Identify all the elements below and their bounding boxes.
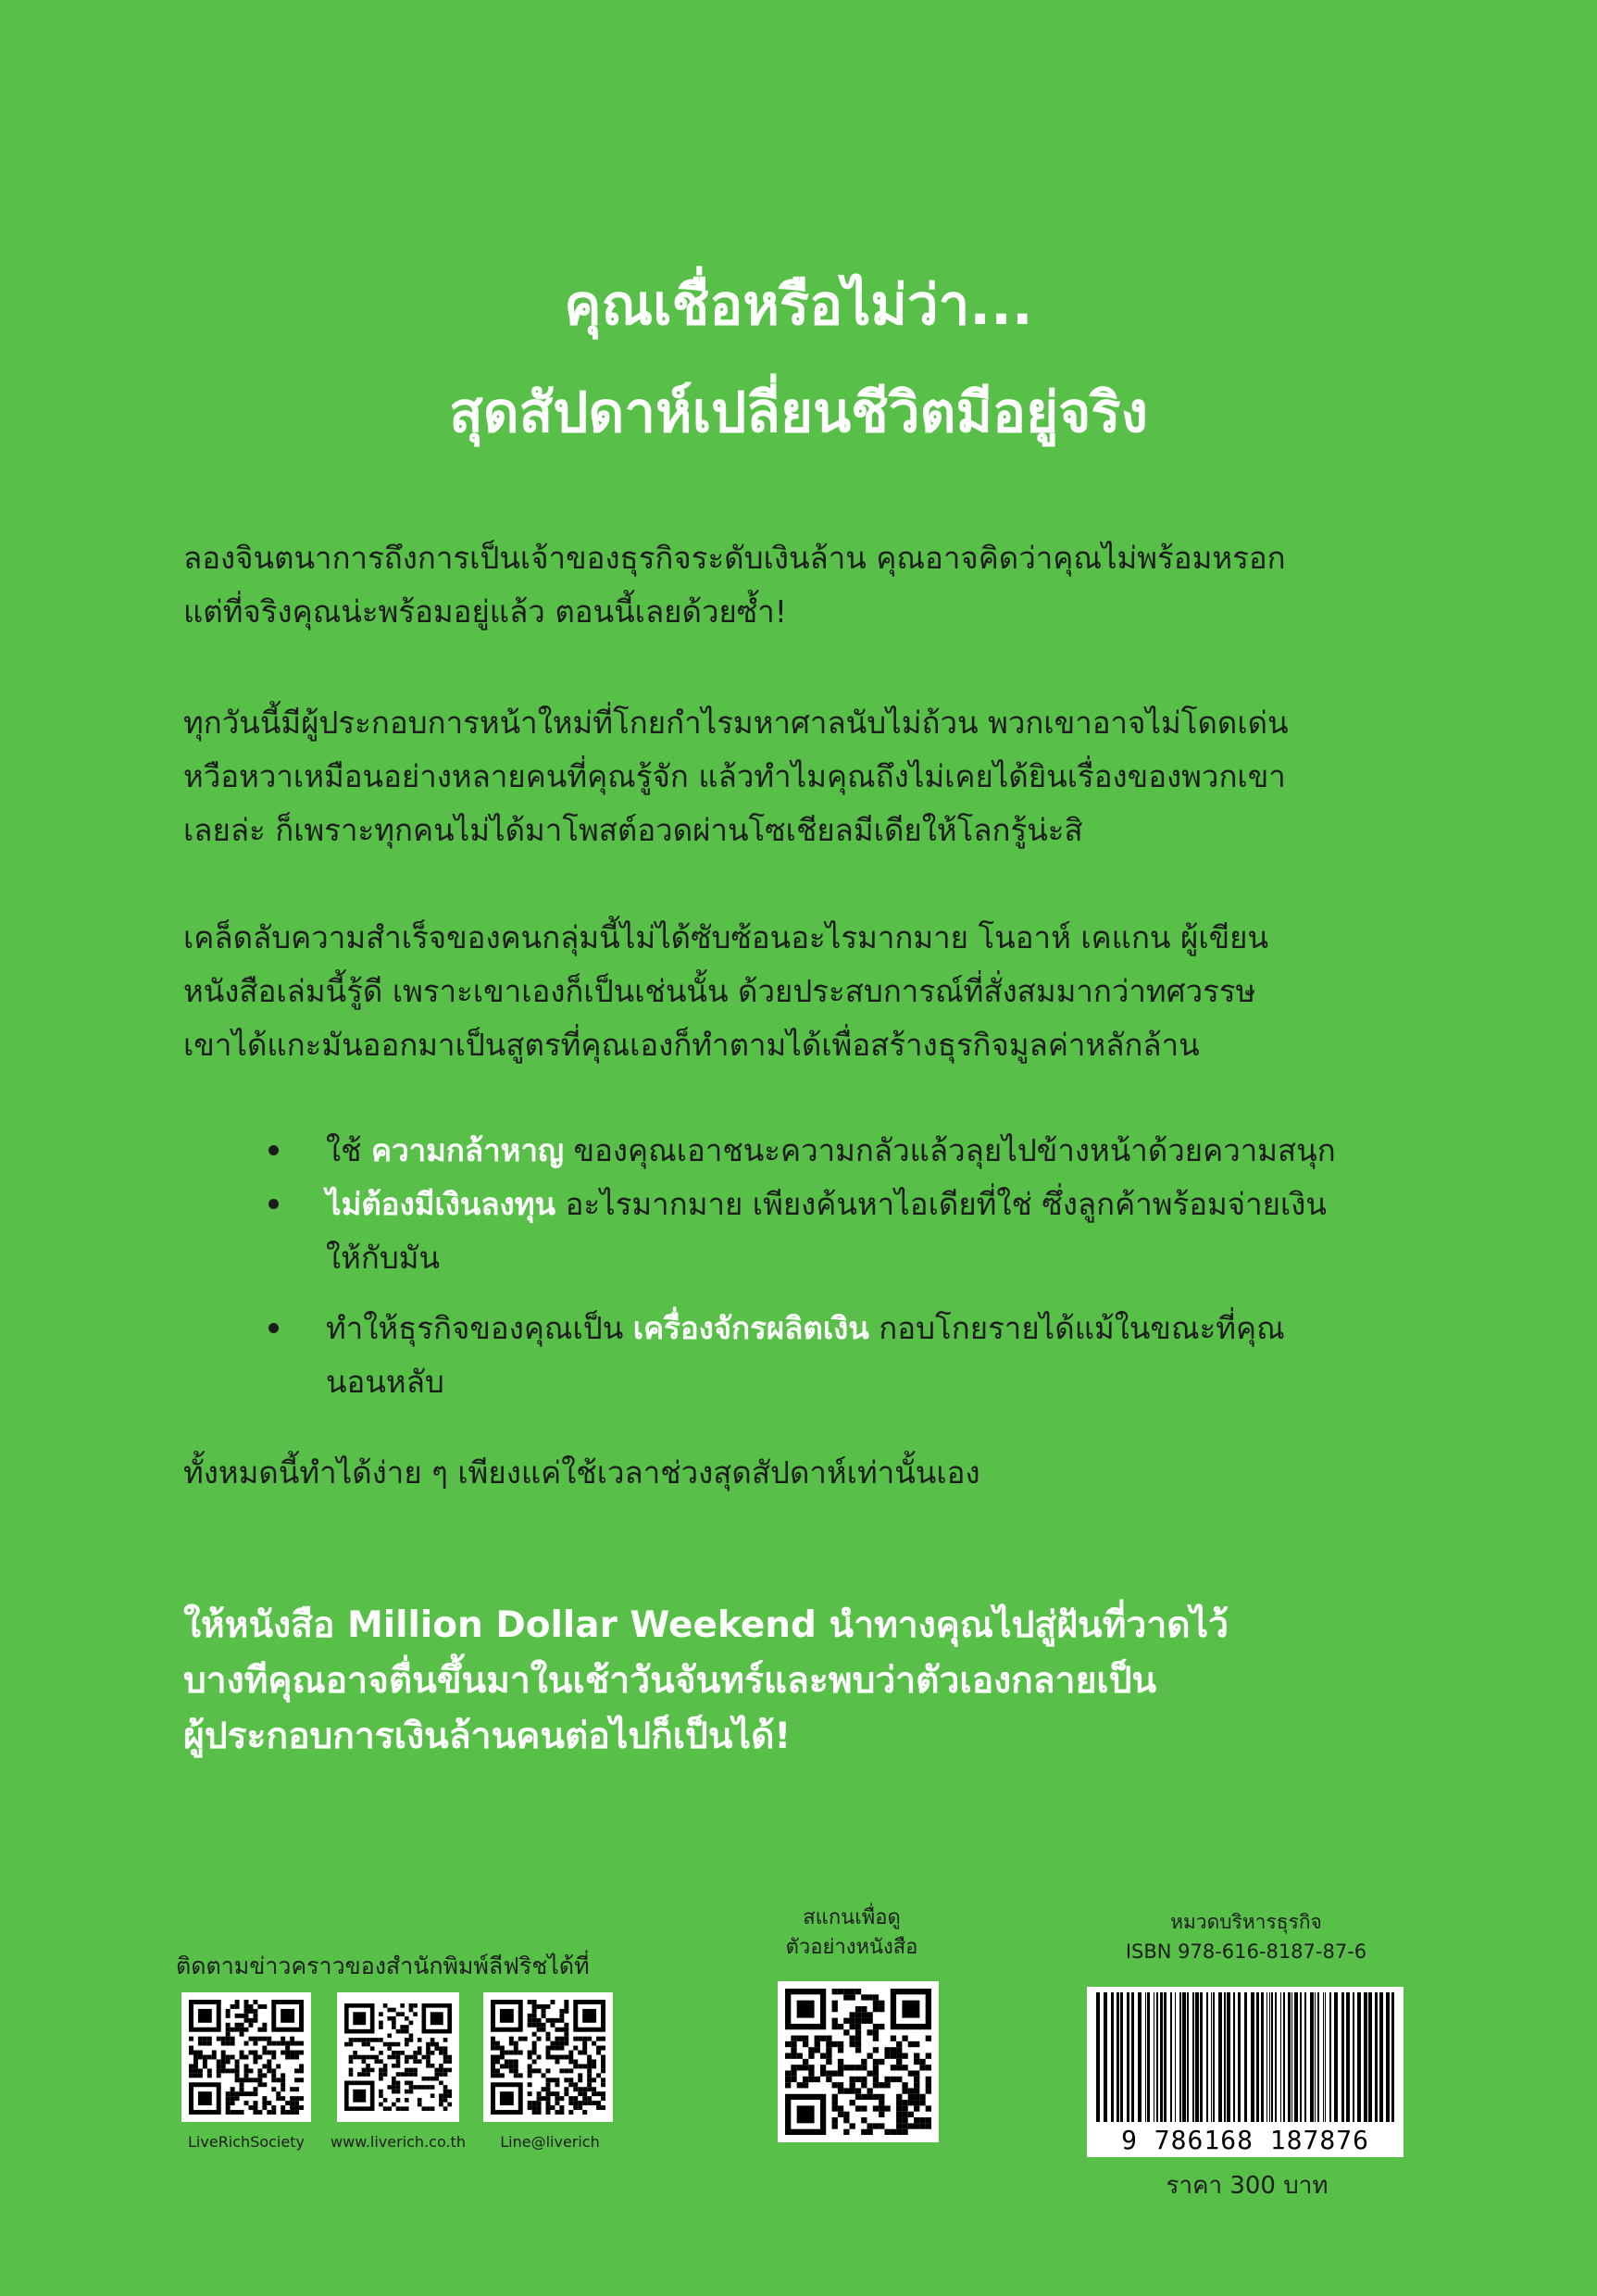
paragraph-weekend xyxy=(183,1446,1415,1500)
bullet-text: กอบโกยรายได้แม้ในขณะที่คุณ xyxy=(868,1310,1285,1346)
bullet-dot-icon xyxy=(268,1199,279,1209)
book-category: หมวดบริหารธุรกิจ xyxy=(1170,1911,1322,1933)
qr-caption-facebook: LiveRichSociety xyxy=(188,2133,305,2151)
bullet-text: ให้กับมัน xyxy=(326,1240,441,1276)
headline xyxy=(0,252,1597,467)
qr-caption-line: Line@liverich xyxy=(500,2133,600,2151)
barcode-icon xyxy=(1087,1987,1404,2126)
closing-statement xyxy=(183,1598,1424,1765)
closing-line: บางทีคุณอาจตื่นขึ้นมาในเช้าวันจันทร์และพบว่าตัวเองกลายเป็น xyxy=(183,1660,1157,1702)
scan-label-line: สแกนเพื่อดู xyxy=(803,1906,901,1929)
paragraph-line: หนังสือเล่มนี้รู้ดี เพราะเขาเองก็เป็นเช่นนั้น ด้วยประสบการณ์ที่สั่งสมมากว่าทศวรรษ xyxy=(183,973,1256,1009)
closing-line: ให้หนังสือ Million Dollar Weekend นำทางคุณไปสู่ฝันที่วาดไว้ xyxy=(183,1604,1229,1646)
bullet-text: ใช้ xyxy=(326,1132,372,1168)
bullet-item xyxy=(268,1302,1416,1409)
scan-sample-label xyxy=(759,1903,944,1963)
follow-label: ติดตามข่าวคราวของสำนักพิมพ์ลีฟริชได้ที่ xyxy=(176,1953,590,1979)
price-label: ราคา 300 บาท xyxy=(1166,2172,1329,2200)
closing-line: ผู้ประกอบการเงินล้านคนต่อไปก็เป็นได้! xyxy=(183,1716,792,1757)
headline-line-2: สุดสัปดาห์เปลี่ยนชีวิตมีอยู่จริง xyxy=(449,381,1148,445)
facebook-qr-code[interactable] xyxy=(181,1992,311,2122)
paragraph-line: หวือหวาเหมือนอย่างหลายคนที่คุณรู้จัก แล้วทำไมคุณถึงไม่เคยได้ยินเรื่องของพวกเขา xyxy=(183,758,1286,794)
bullet-highlight: ความกล้าหาญ xyxy=(371,1132,565,1168)
paragraph-line: เขาได้แกะมันออกมาเป็นสูตรที่คุณเองก็ทำตามได้เพื่อสร้างธุรกิจมูลค่าหลักล้าน xyxy=(183,1027,1200,1063)
bullet-highlight: เครื่องจักรผลิตเงิน xyxy=(632,1310,869,1346)
paragraph-entrepreneurs xyxy=(183,696,1415,857)
qr-code-icon xyxy=(785,1989,931,2135)
paragraph-line: ทั้งหมดนี้ทำได้ง่าย ๆ เพียงแค่ใช้เวลาช่วงสุดสัปดาห์เท่านั้นเอง xyxy=(183,1454,980,1491)
scan-label-line: ตัวอย่างหนังสือ xyxy=(785,1936,918,1959)
paragraph-intro xyxy=(183,531,1415,639)
bullet-item xyxy=(268,1178,1416,1285)
qr-code-icon xyxy=(491,2000,605,2115)
bullet-item xyxy=(268,1124,1416,1178)
bullet-list xyxy=(268,1124,1416,1409)
bullet-dot-icon xyxy=(268,1145,279,1155)
bullet-text: นอนหลับ xyxy=(326,1364,444,1400)
isbn-number: ISBN 978-616-8187-87-6 xyxy=(1125,1940,1367,1963)
bullet-highlight: ไม่ต้องมีเงินลงทุน xyxy=(326,1186,556,1222)
qr-caption-website: www.liverich.co.th xyxy=(331,2133,466,2151)
paragraph-secret xyxy=(183,911,1415,1072)
paragraph-line: เลยล่ะ ก็เพราะทุกคนไม่ได้มาโพสต์อวดผ่านโซเชียลมีเดียให้โลกรู้น่ะสิ xyxy=(183,812,1083,848)
sample-book-qr-code[interactable] xyxy=(778,1981,939,2142)
website-qr-code[interactable] xyxy=(337,1992,459,2122)
line-qr-code[interactable] xyxy=(483,1992,613,2122)
bullet-text: ของคุณเอาชนะความกลัวแล้วลุยไปข้างหน้าด้วยความสนุก xyxy=(564,1132,1336,1168)
bullet-text: อะไรมากมาย เพียงค้นหาไอเดียที่ใช่ ซึ่งลูกค้าพร้อมจ่ายเงิน xyxy=(555,1186,1327,1222)
qr-code-icon xyxy=(189,2000,304,2115)
headline-line-1: คุณเชื่อหรือไม่ว่า... xyxy=(564,273,1033,338)
isbn-barcode xyxy=(1087,1987,1404,2157)
paragraph-line: เคล็ดลับความสำเร็จของคนกลุ่มนี้ไม่ได้ซับซ้อนอะไรมากมาย โนอาห์ เคแกน ผู้เขียน xyxy=(183,919,1269,955)
barcode-number: 9 786168 187876 xyxy=(1121,2125,1369,2155)
bullet-text: ทำให้ธุรกิจของคุณเป็น xyxy=(326,1310,633,1346)
isbn-block xyxy=(1089,1907,1404,1966)
paragraph-line: แต่ที่จริงคุณน่ะพร้อมอยู่แล้ว ตอนนี้เลยด้วยซ้ำ! xyxy=(183,593,787,630)
paragraph-line: ทุกวันนี้มีผู้ประกอบการหน้าใหม่ที่โกยกำไรมหาศาลนับไม่ถ้วน พวกเขาอาจไม่โดดเด่น xyxy=(183,705,1289,741)
qr-code-icon xyxy=(344,2000,452,2115)
bullet-dot-icon xyxy=(268,1323,279,1333)
paragraph-line: ลองจินตนาการถึงการเป็นเจ้าของธุรกิจระดับเงินล้าน คุณอาจคิดว่าคุณไม่พร้อมหรอก xyxy=(183,540,1286,576)
